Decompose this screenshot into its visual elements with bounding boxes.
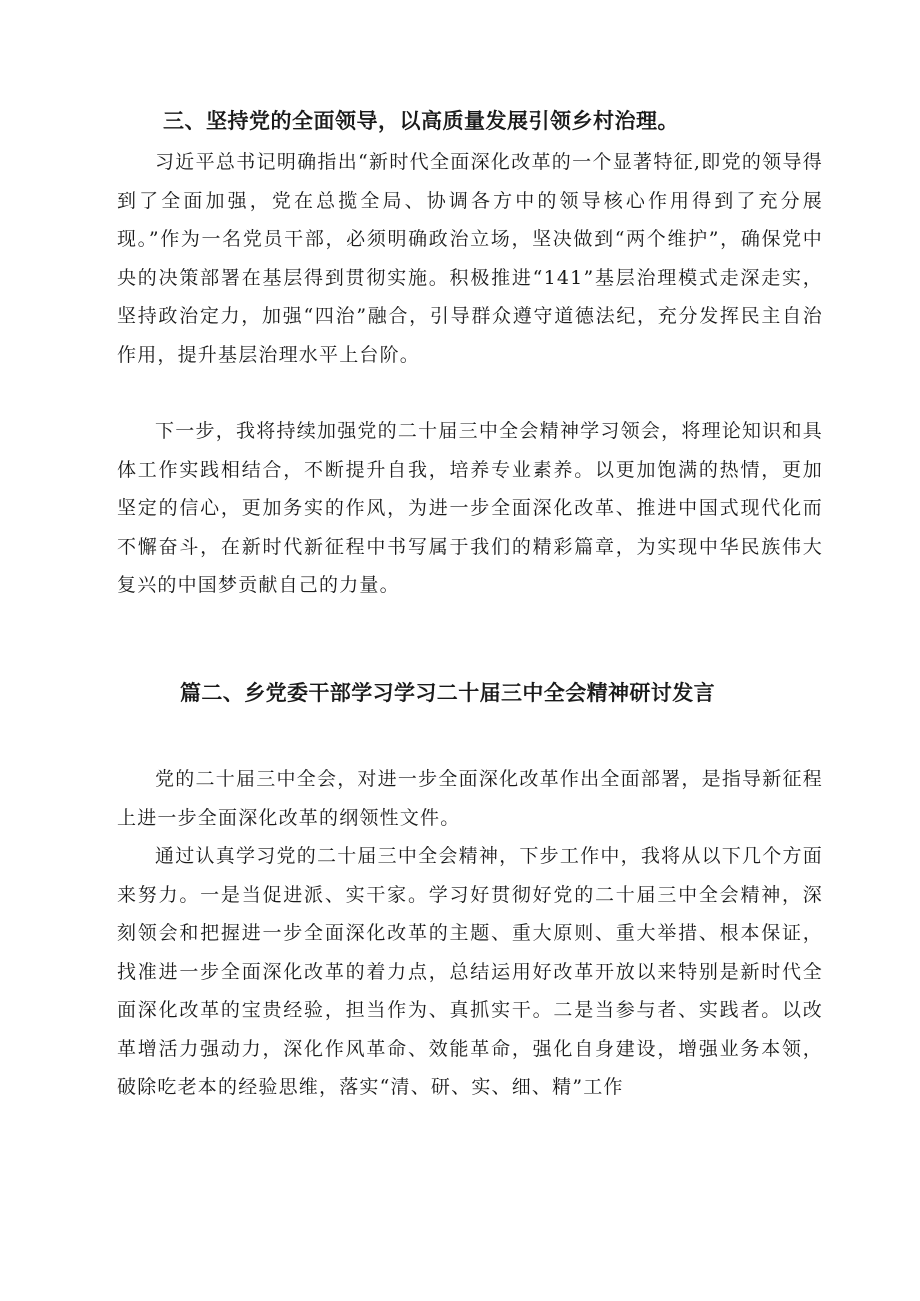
article-title-part-two: 篇二、乡党委干部学习学习二十届三中全会精神研讨发言 <box>180 681 715 705</box>
paragraph-leadership: 习近平总书记明确指出“新时代全面深化改革的一个显著特征,即党的领导得到了全面加强，党在总揽全局、协调各方中的领导核心作用得到了充分展现。”作为一名党员干部，必须明确政治立场，坚决做到“两个维护”，确保党中央的决策部署在基层得到贯彻实施。积极推进“141”基层治理模式走深走实，坚持政治定力，加强“四治”融合，引导群众遵守道德法纪，充分发挥民主自治作用，提升基层治理水平上台阶。 <box>117 151 823 366</box>
paragraph-work-plan: 通过认真学习党的二十届三中全会精神，下步工作中，我将从以下几个方面来努力。一是当促进派、实干家。学习好贯彻好党的二十届三中全会精神，深刻领会和把握进一步全面深化改革的主题、重大原则、重大举措、根本保证，找准进一步全面深化改革的着力点，总结运用好改革开放以来特别是新时代全面深化改革的宝贵经验，担当作为、真抓实干。二是当参与者、实践者。以改革增活力强动力，深化作风革命、效能革命，强化自身建设，增强业务本领，破除吃老本的经验思维，落实“清、研、实、细、精”工作 <box>117 845 823 1098</box>
section-heading-leadership: 三、坚持党的全面领导，以高质量发展引领乡村治理。 <box>163 109 679 133</box>
paragraph-next-steps: 下一步，我将持续加强党的二十届三中全会精神学习领会，将理论知识和具体工作实践相结合，不断提升自我，培养专业素养。以更加饱满的热情，更加坚定的信心，更加务实的作风，为进一步全面深化改革、推进中国式现代化而不懈奋斗，在新时代新征程中书写属于我们的精彩篇章，为实现中华民族伟大复兴的中国梦贡献自己的力量。 <box>117 420 823 596</box>
paragraph-plenum-intro: 党的二十届三中全会，对进一步全面深化改革作出全面部署，是指导新征程上进一步全面深化改革的纲领性文件。 <box>117 768 823 829</box>
